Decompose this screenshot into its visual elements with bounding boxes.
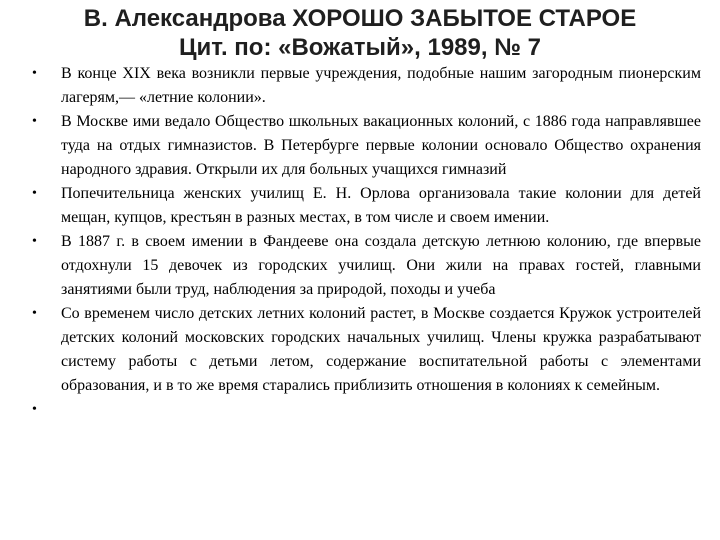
bullet-list — [32, 62, 701, 422]
title-line-author: В. Александрова ХОРОШО ЗАБЫТОЕ СТАРОЕ — [83, 5, 637, 32]
bullet-dot-icon: • — [32, 66, 37, 81]
bullet-text: Попечительница женских училищ Е. Н. Орлова организовала такие колонии для детей мещан, купцов, крестьян в разных местах, в том числе и своем имении. — [61, 185, 701, 226]
bullet-dot-icon: • — [32, 114, 37, 129]
bullet-item — [32, 62, 701, 110]
bullet-item — [32, 110, 701, 182]
bullet-item-empty — [32, 398, 701, 422]
bullet-dot-icon: • — [32, 186, 37, 201]
bullet-item — [32, 302, 701, 398]
bullet-text: В Москве ими ведало Общество школьных вакационных колоний, с 1886 года направлявшее туда на отдых гимназистов. В Петербурге первые колонии основало Общество охранения народного здравия. Открыли их для больных учащихся гимназий — [61, 113, 701, 178]
bullet-text: В 1887 г. в своем имении в Фандееве она создала детскую летнюю колонию, где впервые отдохнули 15 девочек из городских училищ. Они жили на правах гостей, главными занятиями были труд, наблюдения за природой, походы и учеба — [61, 233, 701, 298]
bullet-item — [32, 182, 701, 230]
bullet-dot-icon: • — [32, 402, 37, 417]
bullet-dot-icon: • — [32, 234, 37, 249]
bullet-item — [32, 230, 701, 302]
slide-title — [20, 4, 700, 62]
bullet-dot-icon: • — [32, 306, 37, 321]
bullet-text: Со временем число детских летних колоний растет, в Москве создается Кружок устроителей детских колоний московских городских начальных училищ. Члены кружка разрабатывают систему работы с детьми летом, содержание воспитательной работы с элементами образования, и в то же время старались приблизить отношения в колониях к семейным. — [61, 305, 701, 394]
bullet-text: В конце XIX века возникли первые учреждения, подобные нашим загородным пионерским лагерям,— «летние колонии». — [61, 65, 701, 106]
title-line-citation: Цит. по: «Вожатый», 1989, № 7 — [179, 34, 541, 61]
